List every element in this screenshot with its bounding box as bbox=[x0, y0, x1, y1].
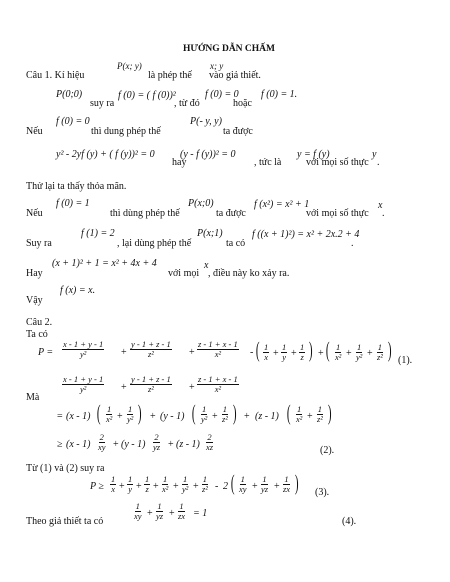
op: + bbox=[153, 481, 159, 492]
text: thì dung phép thế bbox=[91, 126, 161, 137]
math-var: x bbox=[204, 260, 209, 271]
fraction bbox=[299, 343, 305, 362]
math-expr: (x + 1)² + 1 = x² + 4x + 4 bbox=[52, 258, 157, 269]
fraction bbox=[316, 405, 324, 424]
fraction bbox=[197, 375, 239, 394]
math-expr: f (x²) = x² + 1 bbox=[254, 199, 310, 210]
text: hoặc bbox=[233, 98, 252, 109]
paren: ) bbox=[232, 400, 237, 425]
fraction bbox=[263, 343, 269, 362]
op: + bbox=[147, 508, 153, 519]
fraction-denominator: yz bbox=[153, 441, 161, 452]
math-expr: P(x;0) bbox=[188, 198, 214, 209]
math-expr: f (0) = 0 bbox=[205, 89, 239, 100]
fraction-denominator: z² bbox=[377, 351, 383, 362]
op: ≥ bbox=[57, 439, 63, 450]
fraction bbox=[282, 475, 291, 494]
fraction-denominator: zx bbox=[178, 510, 186, 521]
equation-label: (3). bbox=[315, 487, 330, 498]
fraction-numerator: 1 bbox=[111, 474, 116, 484]
fraction bbox=[221, 405, 229, 424]
text: Thử lại ta thấy thỏa mãn. bbox=[26, 181, 127, 192]
paren: ( bbox=[255, 337, 260, 362]
fraction-numerator: 1 bbox=[222, 404, 228, 414]
fraction-denominator: z bbox=[145, 483, 149, 494]
op: + bbox=[113, 439, 119, 450]
math-expr: f (0) = ( f (0))² bbox=[118, 90, 176, 101]
cau1-label: Câu 1. Kí hiệu bbox=[26, 70, 85, 81]
fraction-numerator: 1 bbox=[297, 404, 302, 414]
fraction bbox=[201, 475, 209, 494]
op: + bbox=[273, 348, 279, 359]
fraction bbox=[127, 475, 133, 494]
fraction-denominator: x bbox=[264, 351, 269, 362]
math-expr: (z - 1) bbox=[255, 411, 279, 422]
fraction-denominator: z bbox=[300, 351, 304, 362]
cau1-vars: x; y bbox=[210, 61, 224, 71]
fraction bbox=[126, 405, 134, 424]
text: với mọi số thực bbox=[306, 208, 369, 219]
fraction-numerator: 1 bbox=[179, 501, 184, 511]
math-expr: (y - 1) bbox=[160, 411, 185, 422]
fraction bbox=[62, 340, 104, 359]
fraction-numerator: 1 bbox=[157, 501, 162, 511]
fraction-denominator: z² bbox=[202, 483, 208, 494]
fraction bbox=[334, 343, 342, 362]
text: với mọi số thực bbox=[306, 157, 369, 168]
fraction bbox=[130, 340, 172, 359]
math-expr: P(0;0) bbox=[56, 89, 83, 100]
math-expr: y² - 2yf (y) + ( f (y))² = 0 bbox=[56, 149, 155, 160]
fraction-numerator: 1 bbox=[336, 342, 341, 352]
fraction-denominator: x² bbox=[296, 413, 303, 424]
op: + bbox=[274, 481, 280, 492]
text: ta được bbox=[223, 126, 253, 137]
op: - bbox=[250, 347, 254, 358]
math-expr: f (x) = x. bbox=[60, 285, 96, 296]
text: Theo giả thiết ta có bbox=[26, 516, 104, 527]
fraction bbox=[281, 343, 287, 362]
fraction bbox=[181, 475, 189, 494]
cau1-text: vào giả thiết. bbox=[209, 70, 261, 81]
math-expr: f (1) = 2 bbox=[81, 228, 115, 239]
op: + bbox=[367, 348, 373, 359]
fraction-denominator: yz bbox=[261, 483, 269, 494]
fraction-denominator: y² bbox=[182, 483, 189, 494]
op: + bbox=[119, 481, 125, 492]
op: + bbox=[193, 481, 199, 492]
fraction-denominator: x² bbox=[214, 383, 222, 394]
fraction-denominator: xz bbox=[206, 441, 214, 452]
math-expr: P(- y, y) bbox=[190, 116, 222, 127]
fraction-denominator: xy bbox=[134, 510, 142, 521]
op: + bbox=[189, 347, 195, 358]
fraction-numerator: 1 bbox=[202, 404, 207, 414]
op: + bbox=[136, 481, 142, 492]
text: Suy ra bbox=[26, 238, 52, 249]
fraction bbox=[200, 405, 208, 424]
op: + bbox=[346, 348, 352, 359]
fraction bbox=[133, 502, 143, 521]
cau1-symbol: P(x; y) bbox=[117, 61, 142, 71]
text: . bbox=[351, 238, 354, 249]
paren: ) bbox=[327, 400, 332, 425]
math-expr: P = bbox=[38, 347, 54, 358]
op: + bbox=[121, 382, 127, 393]
fraction-numerator: x - 1 + y - 1 bbox=[63, 374, 104, 384]
fraction-numerator: z - 1 + x - 1 bbox=[198, 339, 238, 349]
math-expr: P(x;1) bbox=[197, 228, 223, 239]
text: Hay bbox=[26, 268, 43, 279]
fraction-denominator: x² bbox=[335, 351, 342, 362]
paren: ) bbox=[294, 470, 299, 495]
fraction bbox=[62, 375, 104, 394]
op: + bbox=[212, 411, 218, 422]
fraction bbox=[197, 340, 239, 359]
text: Từ (1) và (2) suy ra bbox=[26, 463, 105, 474]
fraction-numerator: 2 bbox=[99, 432, 104, 442]
fraction-numerator: x - 1 + y - 1 bbox=[63, 339, 104, 349]
fraction-denominator: y² bbox=[356, 351, 363, 362]
fraction-denominator: xy bbox=[98, 441, 106, 452]
fraction-numerator: 1 bbox=[202, 474, 208, 484]
fraction-denominator: y² bbox=[79, 383, 87, 394]
op: + bbox=[307, 411, 313, 422]
text: thì dùng phép thế bbox=[110, 208, 180, 219]
paren: ) bbox=[137, 400, 142, 425]
op: + bbox=[168, 439, 174, 450]
math-expr: (x - 1) bbox=[66, 439, 91, 450]
math-expr: f (0) = 1. bbox=[261, 89, 298, 100]
equation-label: (4). bbox=[342, 516, 357, 527]
fraction-denominator: x² bbox=[106, 413, 113, 424]
math-expr: f ((x + 1)²) = x² + 2x.2 + 4 bbox=[252, 229, 360, 240]
op: - bbox=[215, 481, 219, 492]
fraction-numerator: z - 1 + x - 1 bbox=[198, 374, 238, 384]
fraction-numerator: 1 bbox=[240, 474, 245, 484]
text: ta được bbox=[216, 208, 246, 219]
fraction-denominator: x² bbox=[214, 348, 222, 359]
fraction bbox=[97, 433, 107, 452]
fraction-numerator: 2 bbox=[154, 432, 159, 442]
fraction bbox=[238, 475, 248, 494]
fraction bbox=[205, 433, 214, 452]
math-expr: (y - f (y))² = 0 bbox=[180, 149, 236, 160]
op: + bbox=[318, 348, 324, 359]
text: ta có bbox=[226, 238, 246, 249]
op: + bbox=[121, 347, 127, 358]
text: hay bbox=[172, 157, 187, 168]
text: . bbox=[382, 208, 385, 219]
fraction-denominator: z² bbox=[147, 383, 154, 394]
text: , tức là bbox=[254, 157, 282, 168]
fraction bbox=[355, 343, 363, 362]
cau1-text: là phép thế bbox=[148, 70, 192, 81]
fraction bbox=[152, 433, 161, 452]
fraction-denominator: y bbox=[282, 351, 287, 362]
text: Ta có bbox=[26, 329, 48, 340]
equation-label: (1). bbox=[398, 355, 413, 366]
fraction-numerator: 1 bbox=[163, 474, 168, 484]
op: + bbox=[244, 411, 250, 422]
op: + bbox=[173, 481, 179, 492]
op: + bbox=[189, 382, 195, 393]
math-expr: f (0) = 0 bbox=[56, 116, 90, 127]
paren: ( bbox=[230, 470, 235, 495]
fraction-denominator: y² bbox=[127, 413, 134, 424]
fraction bbox=[144, 475, 150, 494]
fraction bbox=[376, 343, 384, 362]
text: , từ đó bbox=[174, 98, 200, 109]
text: Mà bbox=[26, 392, 40, 403]
math-expr: (x - 1) bbox=[66, 411, 91, 422]
paren: ( bbox=[96, 400, 101, 425]
paren: ) bbox=[308, 337, 313, 362]
paren: ( bbox=[286, 400, 291, 425]
page-title: HƯỚNG DẪN CHẤM bbox=[183, 44, 275, 54]
math-var: x bbox=[378, 200, 383, 211]
fraction-denominator: z² bbox=[147, 348, 154, 359]
fraction-denominator: x² bbox=[162, 483, 169, 494]
fraction bbox=[105, 405, 113, 424]
fraction-denominator: z² bbox=[317, 413, 323, 424]
fraction-denominator: x bbox=[111, 483, 116, 494]
fraction-denominator: zx bbox=[283, 483, 291, 494]
math-expr: 2 bbox=[223, 481, 228, 492]
fraction-denominator: yz bbox=[156, 510, 164, 521]
fraction-numerator: 1 bbox=[135, 501, 140, 511]
fraction bbox=[130, 375, 172, 394]
fraction bbox=[295, 405, 303, 424]
math-expr: = 1 bbox=[193, 508, 208, 519]
fraction bbox=[177, 502, 186, 521]
fraction bbox=[260, 475, 269, 494]
fraction-numerator: 1 bbox=[377, 342, 383, 352]
fraction bbox=[155, 502, 164, 521]
math-expr: (z - 1) bbox=[176, 439, 200, 450]
fraction bbox=[110, 475, 116, 494]
math-expr: (y - 1) bbox=[121, 439, 146, 450]
fraction bbox=[161, 475, 169, 494]
equation-label: (2). bbox=[320, 445, 335, 456]
fraction-numerator: 1 bbox=[262, 474, 267, 484]
text: suy ra bbox=[90, 98, 115, 109]
text: với mọi bbox=[168, 268, 200, 279]
fraction-numerator: 1 bbox=[145, 474, 150, 484]
text: Nếu bbox=[26, 126, 43, 137]
fraction-denominator: z² bbox=[222, 413, 228, 424]
fraction-denominator: y² bbox=[79, 348, 87, 359]
op: + bbox=[117, 411, 123, 422]
math-var: y bbox=[372, 149, 377, 160]
fraction-numerator: 1 bbox=[317, 404, 323, 414]
fraction-denominator: y bbox=[128, 483, 133, 494]
text: Vậy bbox=[26, 295, 43, 306]
text: . bbox=[377, 157, 380, 168]
paren: ) bbox=[387, 337, 392, 362]
op: + bbox=[291, 348, 297, 359]
fraction-numerator: 1 bbox=[282, 342, 287, 352]
math-expr: y = f (y) bbox=[297, 149, 330, 160]
fraction-numerator: y - 1 + z - 1 bbox=[131, 339, 171, 349]
fraction-numerator: 1 bbox=[357, 342, 362, 352]
math-expr: f (0) = 1 bbox=[56, 198, 90, 209]
paren: ( bbox=[325, 337, 330, 362]
text: Nếu bbox=[26, 208, 43, 219]
fraction-numerator: y - 1 + z - 1 bbox=[131, 374, 171, 384]
op: = bbox=[57, 411, 63, 422]
fraction-numerator: 1 bbox=[128, 404, 133, 414]
fraction-numerator: 1 bbox=[300, 342, 305, 352]
fraction-numerator: 1 bbox=[107, 404, 112, 414]
op: + bbox=[252, 481, 258, 492]
op: + bbox=[169, 508, 175, 519]
paren: ( bbox=[191, 400, 196, 425]
text: , điều này ko xảy ra. bbox=[208, 268, 290, 279]
fraction-denominator: y² bbox=[201, 413, 208, 424]
fraction-numerator: 1 bbox=[128, 474, 133, 484]
text: , lại dùng phép thế bbox=[117, 238, 192, 249]
fraction-numerator: 1 bbox=[264, 342, 269, 352]
fraction-numerator: 1 bbox=[183, 474, 188, 484]
fraction-denominator: xy bbox=[239, 483, 247, 494]
fraction-numerator: 2 bbox=[207, 432, 212, 442]
math-expr: P ≥ bbox=[90, 481, 104, 492]
fraction-numerator: 1 bbox=[284, 474, 289, 484]
cau2-heading: Câu 2. bbox=[26, 317, 53, 328]
op: + bbox=[150, 411, 156, 422]
